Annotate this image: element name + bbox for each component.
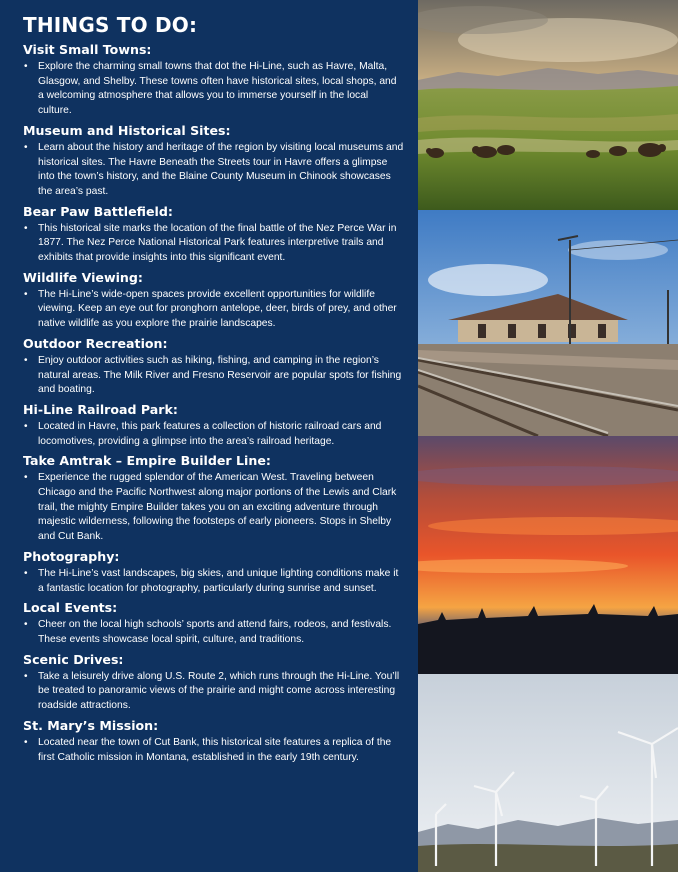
section-8 — [23, 548, 404, 596]
section-heading: Hi-Line Railroad Park: — [23, 401, 178, 417]
bullet-dot-icon: • — [24, 619, 28, 631]
bullet-text: The Hi-Line’s vast landscapes, big skies, and unique lighting conditions make it a fantastic location for photography, particularly during sunrise and sunset. — [38, 567, 399, 594]
bullet-dot-icon: • — [24, 472, 28, 484]
section-heading: Visit Small Towns: — [23, 42, 152, 57]
section-5 — [23, 335, 404, 398]
section-heading: Outdoor Recreation: — [23, 335, 168, 351]
section-heading: Bear Paw Battlefield: — [23, 203, 173, 219]
bullet-dot-icon: • — [24, 222, 28, 234]
railroad-depot-photo — [418, 210, 678, 436]
bullet-item — [23, 60, 404, 119]
section-2 — [23, 122, 404, 200]
bullet-item — [23, 288, 404, 332]
section-6 — [23, 401, 404, 449]
bullet-item — [23, 670, 404, 714]
bullet-item — [23, 471, 404, 545]
section-4 — [23, 269, 404, 332]
bullet-item — [23, 141, 404, 200]
bullet-item — [23, 354, 404, 398]
page-title: THINGS TO DO: — [23, 13, 198, 37]
section-11 — [23, 717, 404, 765]
bullet-text: Located in Havre, this park features a collection of historic railroad cars and locomotives, providing a glimpse into the area’s railroad heritage. — [38, 420, 382, 447]
bullet-text: Experience the rugged splendor of the American West. Traveling between Chicago and the Pacific Northwest along major portions of the Lewis and Clark trail, the mighty Empire Builder takes you on an exciting adventure through majestic wilderness, following the footsteps of early pioneers. Stops in Shelby and Cut Bank. — [38, 472, 397, 543]
bullet-text: Learn about the history and heritage of the region by visiting local museums and historical sites. The Havre Beneath the Streets tour in Havre offers a glimpse into the town’s history, and the Blaine County Museum in Chinook showcases the area’s past. — [38, 141, 404, 197]
bullet-text: Cheer on the local high schools’ sports and attend fairs, rodeos, and festivals. These events showcase local spirit, culture, and traditions. — [38, 619, 392, 645]
photo-column — [418, 0, 678, 872]
bullet-item — [23, 222, 404, 266]
bullet-item — [23, 567, 404, 596]
sunset-photo — [418, 436, 678, 674]
section-heading: Photography: — [23, 548, 120, 564]
section-heading: Museum and Historical Sites: — [23, 122, 231, 138]
bison-prairie-photo — [418, 0, 678, 210]
bullet-text: Explore the charming small towns that dot the Hi-Line, such as Havre, Malta, Glasgow, and Shelby. These towns often have historical sites, local shops, and a welcoming atmosphere that allows you to immerse yourself in the local culture. — [38, 61, 397, 117]
bullet-text: Located near the town of Cut Bank, this historical site features a replica of the first Catholic mission in Montana, established in the early 19th century. — [38, 736, 392, 763]
section-3 — [23, 203, 404, 266]
section-heading: Take Amtrak – Empire Builder Line: — [23, 453, 271, 469]
bullet-dot-icon: • — [24, 288, 28, 300]
bullet-dot-icon: • — [24, 670, 28, 682]
bullet-dot-icon: • — [24, 141, 28, 153]
section-heading: Local Events: — [23, 600, 118, 616]
section-10 — [23, 651, 404, 714]
bullet-text: This historical site marks the location of the final battle of the Nez Perce War in 1877. The Nez Perce National Historical Park features interpretive trails and exhibits that provide insights into this significant event. — [38, 222, 397, 264]
bullet-dot-icon: • — [24, 567, 28, 579]
bullet-item — [23, 736, 404, 765]
section-heading: Wildlife Viewing: — [23, 269, 143, 285]
bullet-item — [23, 618, 404, 647]
section-list — [23, 41, 404, 765]
section-7 — [23, 452, 404, 545]
bullet-dot-icon: • — [24, 736, 28, 748]
bullet-dot-icon: • — [24, 354, 28, 366]
bullet-dot-icon: • — [24, 61, 28, 72]
bullet-text: Enjoy outdoor activities such as hiking, fishing, and camping in the region’s natural areas. The Milk River and Fresno Reservoir are popular spots for fishing and boating. — [38, 354, 402, 396]
section-1 — [23, 41, 404, 119]
section-9 — [23, 599, 404, 647]
section-heading: St. Mary’s Mission: — [23, 717, 159, 733]
bullet-text: The Hi-Line’s wide-open spaces provide excellent opportunities for wildlife viewing. Keep an eye out for pronghorn antelope, deer, birds of prey, and other native wildlife as you explore the prairie landscapes. — [38, 288, 397, 330]
bullet-item — [23, 420, 404, 449]
bullet-text: Take a leisurely drive along U.S. Route 2, which runs through the Hi-Line. You’ll be treated to panoramic views of the prairie and might come across interesting roadside attractions. — [38, 670, 400, 712]
bullet-dot-icon: • — [24, 420, 28, 432]
section-heading: Scenic Drives: — [23, 651, 124, 667]
wind-turbines-photo — [418, 674, 678, 872]
